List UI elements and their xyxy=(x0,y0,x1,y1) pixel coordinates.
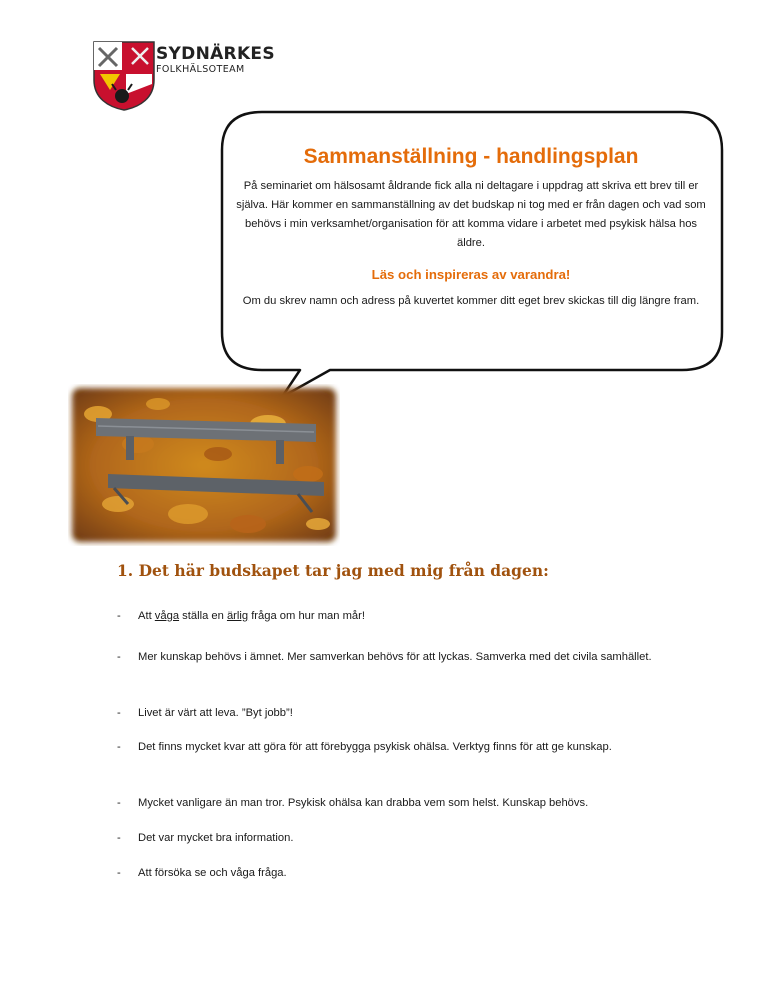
envelope-note: Om du skrev namn och adress på kuvertet kommer ditt eget brev skickas till dig längre fram. xyxy=(242,295,700,307)
intro-text: På seminariet om hälsosamt åldrande fick alla ni deltagare i uppdrag att skriva ett brev till er själva. Här kommer en sammanställning av det budskap ni tog med er från dagen och vad som behövs i min verksamhet/organisation för att komma vidare i arbetet med psykisk hälsa hos äldre. xyxy=(236,180,706,249)
list-item xyxy=(117,704,677,723)
list-item-text: Det var mycket bra information. xyxy=(138,832,294,844)
list-dash: - xyxy=(117,651,121,663)
list-item-text: Mer kunskap behövs i ämnet. Mer samverkan behövs för att lyckas. Samverka med det civila samhället. xyxy=(138,651,652,663)
list-item-text: Det finns mycket kvar att göra för att förebygga psykisk ohälsa. Verktyg finns för att ge kunskap. xyxy=(138,741,612,753)
list-item xyxy=(117,648,677,667)
list-item xyxy=(117,738,677,757)
speech-bubble xyxy=(222,115,720,367)
logo-name: SYDNÄRKES xyxy=(156,44,275,64)
list-dash: - xyxy=(117,741,121,753)
list-item-text: Att försöka se och våga fråga. xyxy=(138,867,287,879)
list-dash: - xyxy=(117,832,121,844)
list-item xyxy=(117,607,365,626)
list-dash: - xyxy=(117,797,121,809)
list-item-text: Mycket vanligare än man tror. Psykisk ohälsa kan drabba vem som helst. Kunskap behövs. xyxy=(138,797,589,809)
list-dash: - xyxy=(117,867,121,879)
list-item-text: Livet är värt att leva. ”Byt jobb”! xyxy=(138,707,293,719)
list-item xyxy=(117,864,677,883)
logo-subtitle: FOLKHÄLSOTEAM xyxy=(156,64,245,75)
list-dash: - xyxy=(117,610,121,622)
page-title: Sammanställning - handlingsplan xyxy=(303,145,639,168)
section-heading: 1. Det här budskapet tar jag med mig från dagen: xyxy=(117,561,549,580)
list-item-text: Att våga ställa en ärlig fråga om hur man mår! xyxy=(138,610,365,622)
bench-photo xyxy=(68,384,340,546)
bubble-subtitle: Läs och inspireras av varandra! xyxy=(371,267,571,282)
list-item xyxy=(117,794,677,813)
list-item xyxy=(117,829,677,848)
list-dash: - xyxy=(117,707,121,719)
